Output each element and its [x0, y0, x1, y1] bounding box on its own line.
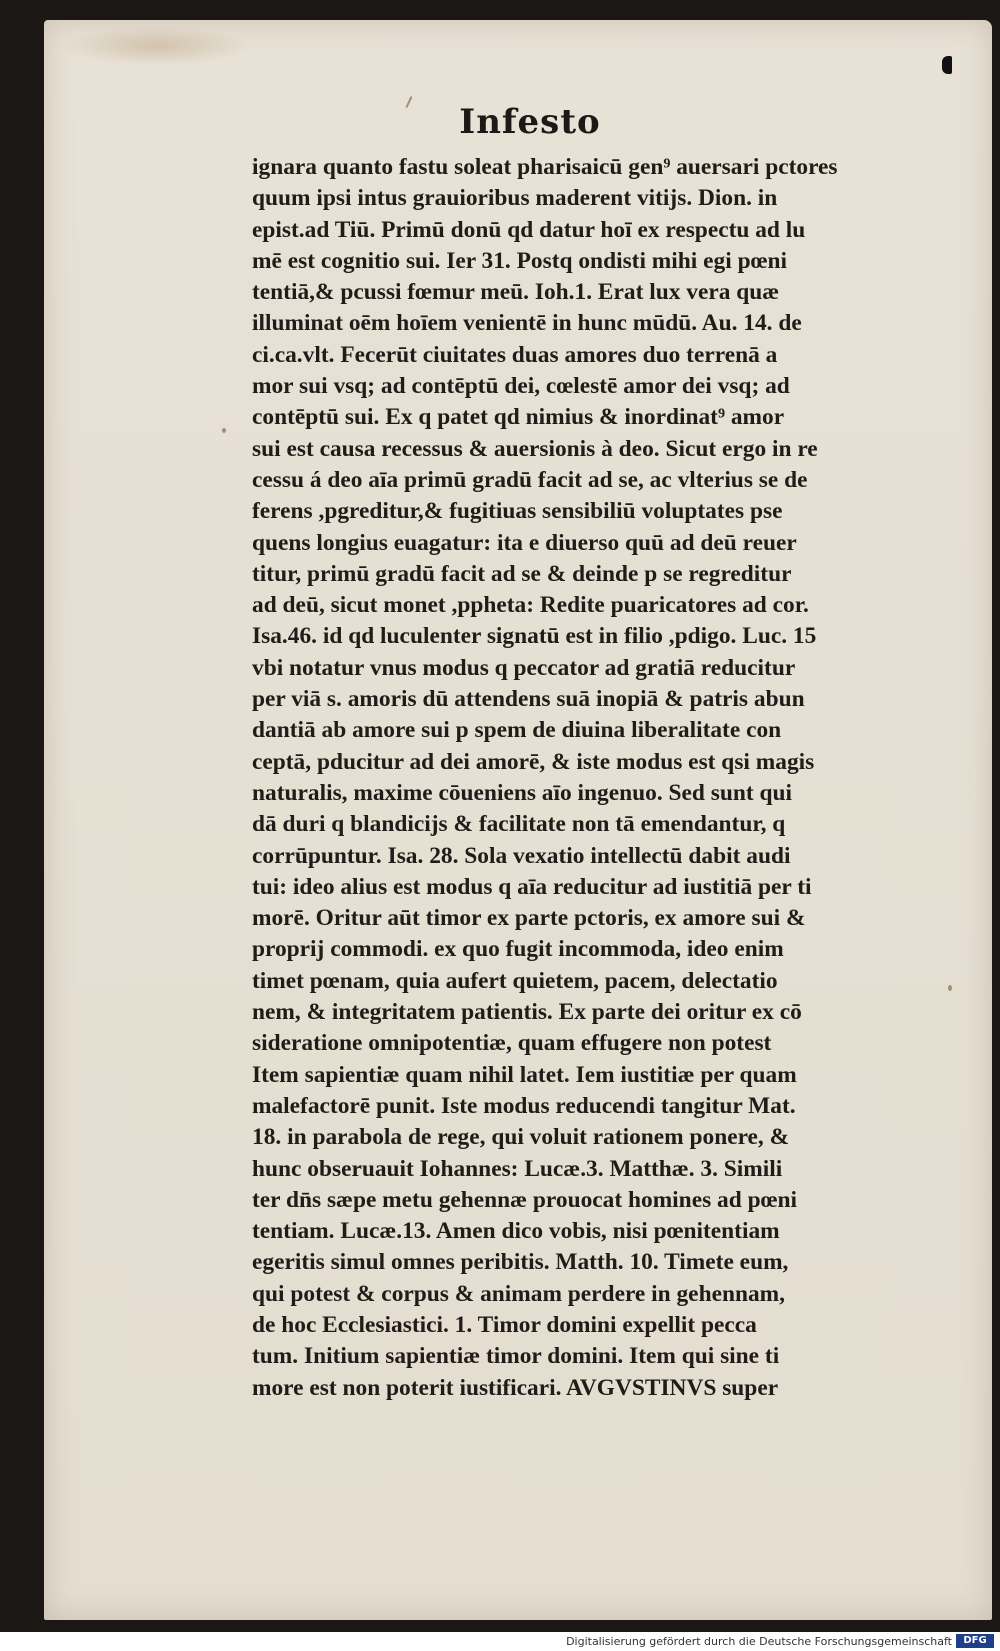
text-line: de hoc Ecclesiastici. 1. Timor domini expellit pecca [252, 1311, 757, 1338]
text-line: ceptā, pducitur ad dei amorē, & iste modus est qsi magis [252, 748, 815, 775]
text-line: qui potest & corpus & animam perdere in gehennam, [252, 1280, 786, 1307]
text-line: epist.ad Tiū. Primū donū qd datur hoī ex respectu ad lu [252, 216, 806, 243]
text-line: Isa.46. id qd luculenter signatū est in filio ,pdigo. Luc. 15 [252, 623, 817, 650]
text-line: naturalis, maxime cōueniens aīo ingenuo. Sed sunt qui [252, 779, 793, 806]
page-body [252, 152, 892, 1404]
funding-credit: Digitalisierung gefördert durch die Deutsche Forschungsgemeinschaft [566, 1635, 952, 1648]
text-line: proprij commodi. ex quo fugit incommoda, ideo enim [252, 936, 784, 963]
ink-dot-right [948, 985, 952, 991]
text-line: ferens ,pgreditur,& fugitiuas sensibiliū voluptates pse [252, 498, 783, 525]
text-line: morē. Oritur aūt timor ex parte pctoris, ex amore sui & [252, 905, 806, 932]
text-line: sideratione omnipotentiæ, quam effugere non potest [252, 1030, 772, 1057]
text-line: dā duri q blandicijs & facilitate non tā emendantur, q [252, 811, 786, 838]
dfg-logo: DFG [956, 1634, 994, 1648]
ink-dot-left [222, 428, 226, 433]
text-line: 18. in parabola de rege, qui voluit rationem ponere, & [252, 1124, 790, 1151]
text-line: dantiā ab amore sui p spem de diuina liberalitate con [252, 717, 782, 744]
text-line: sui est causa recessus & auersionis à deo. Sicut ergo in re [252, 435, 818, 462]
text-line: per viā s. amoris dū attendens suā inopiā & patris abun [252, 686, 805, 713]
text-line: tentiam. Lucæ.13. Amen dico vobis, nisi pœnitentiam [252, 1218, 780, 1245]
text-line: tui: ideo alius est modus q aīa reducitur ad iustitiā per ti [252, 873, 812, 900]
page-heading: Infesto [459, 102, 601, 142]
text-line: ter dn̄s sæpe metu gehennæ prouocat homines ad pœni [252, 1186, 797, 1213]
text-line: quens longius euagatur: ita e diuerso quū ad deū reuer [252, 529, 797, 556]
page-mark [942, 56, 952, 74]
text-line: ad deū, sicut monet ,ppheta: Redite puaricatores ad cor. [252, 592, 809, 619]
text-line: timet pœnam, quia aufert quietem, pacem, delectatio [252, 967, 778, 994]
text-line: malefactorē punit. Iste modus reducendi tangitur Mat. [252, 1092, 796, 1119]
text-line: corrūpuntur. Isa. 28. Sola vexatio intellectū dabit audi [252, 842, 791, 869]
text-line: more est non poterit iustificari. AVGVSTINVS super [252, 1374, 779, 1401]
text-line: mor sui vsq; ad contēptū dei, cœlestē amor dei vsq; ad [252, 373, 790, 400]
text-line: tum. Initium sapientiæ timor domini. Item qui sine ti [252, 1343, 780, 1370]
text-line: cessu á deo aīa primū gradū facit ad se, ac vlterius se de [252, 466, 808, 493]
text-line: Item sapientiæ quam nihil latet. Iem iustitiæ per quam [252, 1061, 797, 1088]
text-line: vbi notatur vnus modus q peccator ad gratiā reducitur [252, 654, 796, 681]
text-line: contēptū sui. Ex q patet qd nimius & inordinat⁹ amor [252, 404, 785, 431]
text-line: titur, primū gradū facit ad se & deinde p se regreditur [252, 560, 792, 587]
text-line: egeritis simul omnes peribitis. Matth. 10. Timete eum, [252, 1249, 789, 1276]
text-line: hunc obseruauit Iohannes: Lucæ.3. Matthæ. 3. Simili [252, 1155, 783, 1182]
text-line: mē est cognitio sui. Ier 31. Postq ondisti mihi egi pœni [252, 247, 787, 274]
text-line: ci.ca.vlt. Fecerūt ciuitates duas amores duo terrenā a [252, 341, 778, 368]
text-line: quum ipsi intus grauioribus maderent vitijs. Dion. in [252, 185, 778, 212]
text-line: illuminat oēm hoīem venientē in hunc mūdū. Au. 14. de [252, 310, 802, 337]
text-line: ignara quanto fastu soleat pharisaicū gen⁹ auersari pctores [252, 154, 838, 180]
text-line: nem, & integritatem patientis. Ex parte dei oritur ex cō [252, 999, 802, 1026]
text-line: tentiā,& pcussi fœmur meū. Ioh.1. Erat lux vera quæ [252, 279, 780, 306]
